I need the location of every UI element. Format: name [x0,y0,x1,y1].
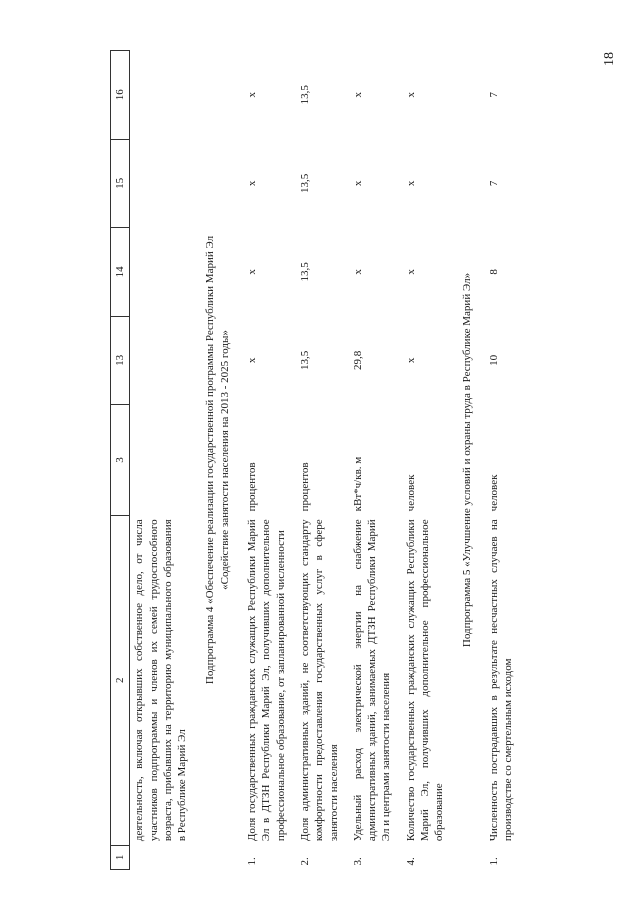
row-number: 3. [351,857,364,866]
unit: кВт*ч/кв. м [351,456,364,512]
unit: человек [404,474,417,512]
page-number: 18 [602,52,617,66]
value-14: х [246,269,259,275]
header-col-14: 14 [111,228,130,317]
unit: процентов [246,462,259,512]
indicator-name: Численность пострадавших в результате несчастных случаев на производстве со смертельным исходом [487,519,515,842]
value-15: х [404,180,417,187]
value-16: х [351,92,364,98]
subprogram-5-heading [452,51,482,870]
value-14: х [404,269,417,275]
value-14: х [351,269,364,275]
indicators-table [110,50,521,870]
row-number: 1. [487,857,500,866]
subprogram-5-line-1: Подпрограмма 5 «Улучшение условий и охраны труда в Республике Марий Эл» [460,272,473,648]
value-15: 7 [487,180,500,187]
value-16: х [404,92,417,98]
value-13: 10 [487,354,500,366]
value-16: х [246,92,259,98]
header-col-3: 3 [111,405,130,516]
value-13: 29,8 [351,350,364,371]
table-row [293,51,346,870]
rotated-table-sheet [110,50,530,870]
table-row [399,51,452,870]
indicator-name: Количество государственных гражданских служащих Республики Марий Эл, получивших дополнительное профессиональное образование [404,519,446,842]
indicator-name: Доля административных зданий, не соответствующих стандарту комфортности предоставления государственных услуг в сфере занятости населения [298,519,340,842]
table-row [346,51,399,870]
unit: процентов [298,462,311,512]
indicator-name: Удельный расход электрической энергии на снабжение административных зданий, занимаемых ДТЗН Республики Марий Эл и центрами занятости населения [351,519,393,842]
table-row [240,51,293,870]
table-row [482,51,521,870]
value-13: 13,5 [298,350,311,371]
header-col-1: 1 [111,845,130,869]
table-header-row [111,51,130,870]
value-16: 13,5 [298,85,311,105]
value-13: х [404,357,417,364]
value-14: 13,5 [298,262,311,282]
subprogram-4-heading [195,51,240,870]
row-number: 4. [404,857,417,866]
value-15: х [246,180,259,187]
indicator-name: Доля государственных гражданских служащих Республики Марий Эл в ДТЗН Республики Марий Эл, получивших дополнительное профессиональное образование, от запланированной численности [246,519,287,842]
row-number: 2. [298,857,311,866]
value-14: 8 [487,269,500,275]
header-col-13: 13 [111,316,130,405]
header-col-15: 15 [111,139,130,228]
subprogram-4-line-2: «Содействие занятости населения на 2013 - 2025 годы» [218,330,231,590]
continuation-text: деятельность, включая открывших собственное дело, от числа участников подпрограммы и членов их семей трудоспособного возраста, прибывших на территорию муниципального образования в Республике Марий Эл [133,519,189,842]
subprogram-4-line-1: Подпрограмма 4 «Обеспечение реализации государственной программы Республики Марий Эл [204,235,217,685]
value-15: х [351,180,364,187]
unit: человек [487,474,500,512]
value-16: 7 [487,92,500,98]
header-col-2: 2 [111,515,130,845]
table-row [130,51,196,870]
value-15: 13,5 [298,173,311,193]
value-13: х [246,357,259,364]
row-number: 1. [246,857,259,866]
header-col-16: 16 [111,51,130,140]
